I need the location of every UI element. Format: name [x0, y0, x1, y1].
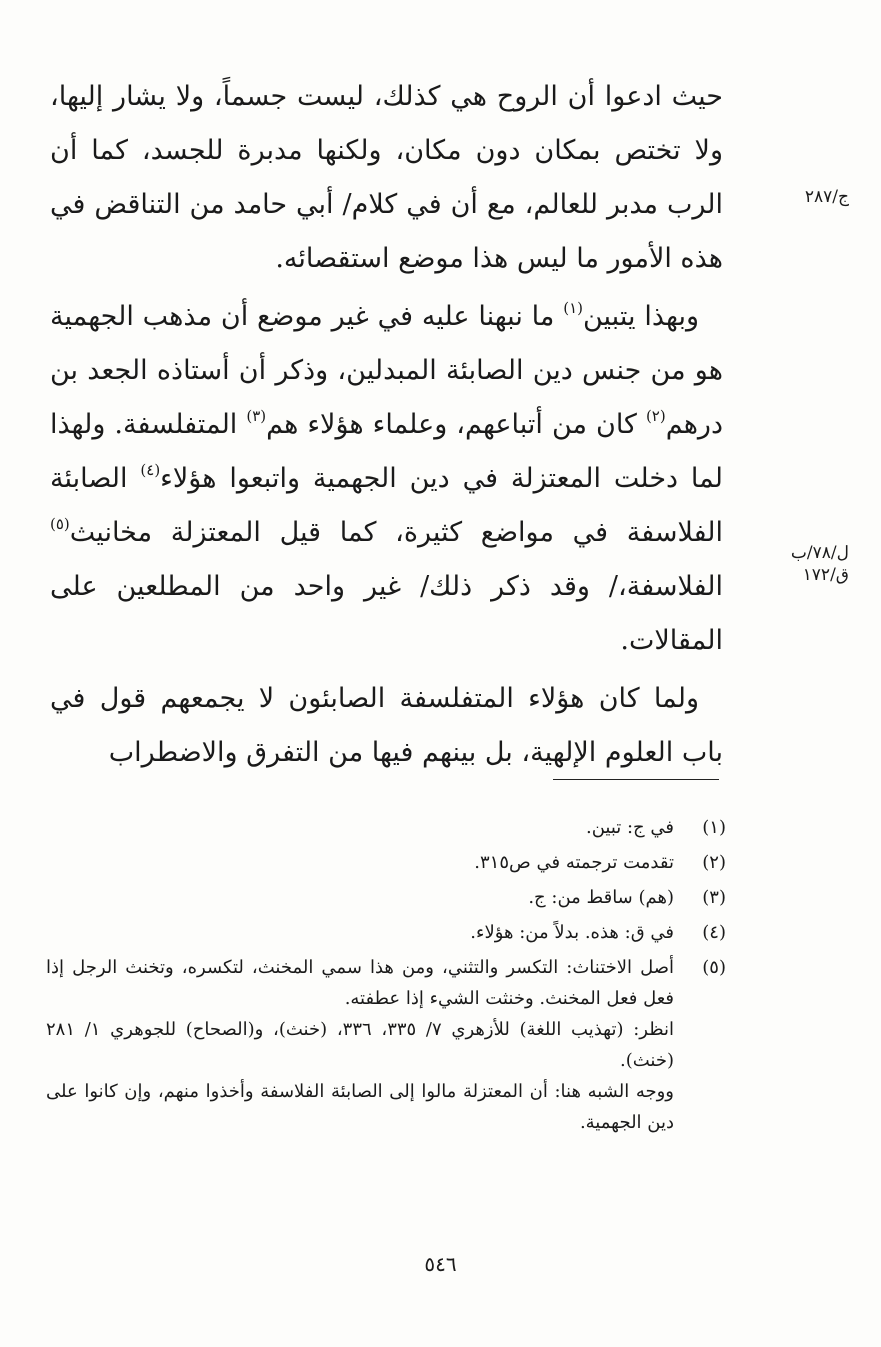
footnote-text: تقدمت ترجمته في ص٣١٥. — [474, 852, 674, 873]
text-run: الفلاسفة،/ وقد ذكر ذلك/ غير واحد من المطلعين على المقالات. — [50, 571, 723, 656]
footnote-text: ووجه الشبه هنا: أن المعتزلة مالوا إلى الصابئة الفلاسفة وأخذوا منهم، وإن كانوا على دين الجهمية. — [46, 1081, 674, 1133]
text-run: المتفلسفة. ولهذا لما دخلت المعتزلة في دين الجهمية واتبعوا هؤلاء — [50, 409, 723, 494]
margin-note-manuscript-j — [754, 186, 849, 208]
footnote-text: (هم) ساقط من: ج. — [528, 887, 674, 908]
margin-note-line: ل/٧٨/ب — [790, 543, 849, 563]
footnote-ref-1[interactable]: (١) — [563, 299, 583, 317]
text-run: الصابئة الفلاسفة في مواضع كثيرة، كما قيل المعتزلة مخانيث — [50, 463, 723, 548]
margin-note-text: ج/٢٨٧ — [804, 187, 849, 207]
footnote-4 — [46, 917, 726, 948]
footnote-1 — [46, 812, 726, 843]
footnote-number: (٢) — [702, 852, 726, 873]
footnotes — [46, 812, 726, 1142]
page-number: ٥٤٦ — [424, 1252, 457, 1276]
footnote-number: (٤) — [702, 922, 726, 943]
text-run: ما نبهنا عليه في غير موضع أن مذهب الجهمية هو من جنس دين الصابئة المبدلين، وذكر أن أستاذه الجعد بن درهم — [50, 301, 723, 440]
footnote-ref-2[interactable]: (٢) — [645, 407, 666, 425]
paragraph-1: حيث ادعوا أن الروح هي كذلك، ليست جسماً، ولا يشار إليها، ولا تختص بمكان دون مكان، ولكنها مدبرة للجسد، كما أن الرب مدبر للعالم، مع أن في كلام/ أبي حامد من التناقض في هذه الأمور ما ليس هذا موضع استقصائه. — [50, 81, 723, 274]
footnote-ref-3[interactable]: (٣) — [246, 407, 267, 425]
footnote-number: (١) — [702, 817, 726, 838]
footnote-number: (٥) — [702, 957, 726, 978]
footnote-2 — [46, 847, 726, 878]
footnote-3 — [46, 882, 726, 913]
margin-note-line: ق/١٧٢ — [802, 565, 849, 585]
footnote-text: في ق: هذه. بدلاً من: هؤلاء. — [470, 922, 674, 943]
text-run: وبهذا يتبين — [582, 301, 700, 332]
footnote-5 — [46, 952, 726, 1138]
main-text — [50, 70, 723, 780]
footnote-separator — [553, 779, 719, 780]
footnote-text: في ج: تبين. — [585, 817, 674, 838]
paragraph-2 — [50, 290, 723, 668]
text-run: كان من أتباعهم، وعلماء هؤلاء هم — [266, 409, 646, 440]
paragraph-3: ولما كان هؤلاء المتفلسفة الصابئون لا يجمعهم قول في باب العلوم الإلهية، بل بينهم فيها من التفرق والاضطراب — [50, 683, 723, 768]
footnote-text: انظر: (تهذيب اللغة) للأزهري ٧/ ٣٣٥، ٣٣٦، (خنث)، و(الصحاح) للجوهري ١/ ٢٨١ (خنث). — [46, 1019, 674, 1071]
footnote-ref-4[interactable]: (٤) — [140, 461, 161, 479]
footnote-number: (٣) — [702, 887, 726, 908]
margin-note-manuscript-l-q — [754, 542, 849, 586]
footnote-ref-5[interactable]: (٥) — [50, 515, 70, 533]
footnote-text: أصل الاختناث: التكسر والتثني، ومن هذا سمي المخنث، لتكسره، وتخنث الرجل إذا فعل فعل المخنث. وخنثت الشيء إذا عطفته. — [46, 957, 674, 1009]
